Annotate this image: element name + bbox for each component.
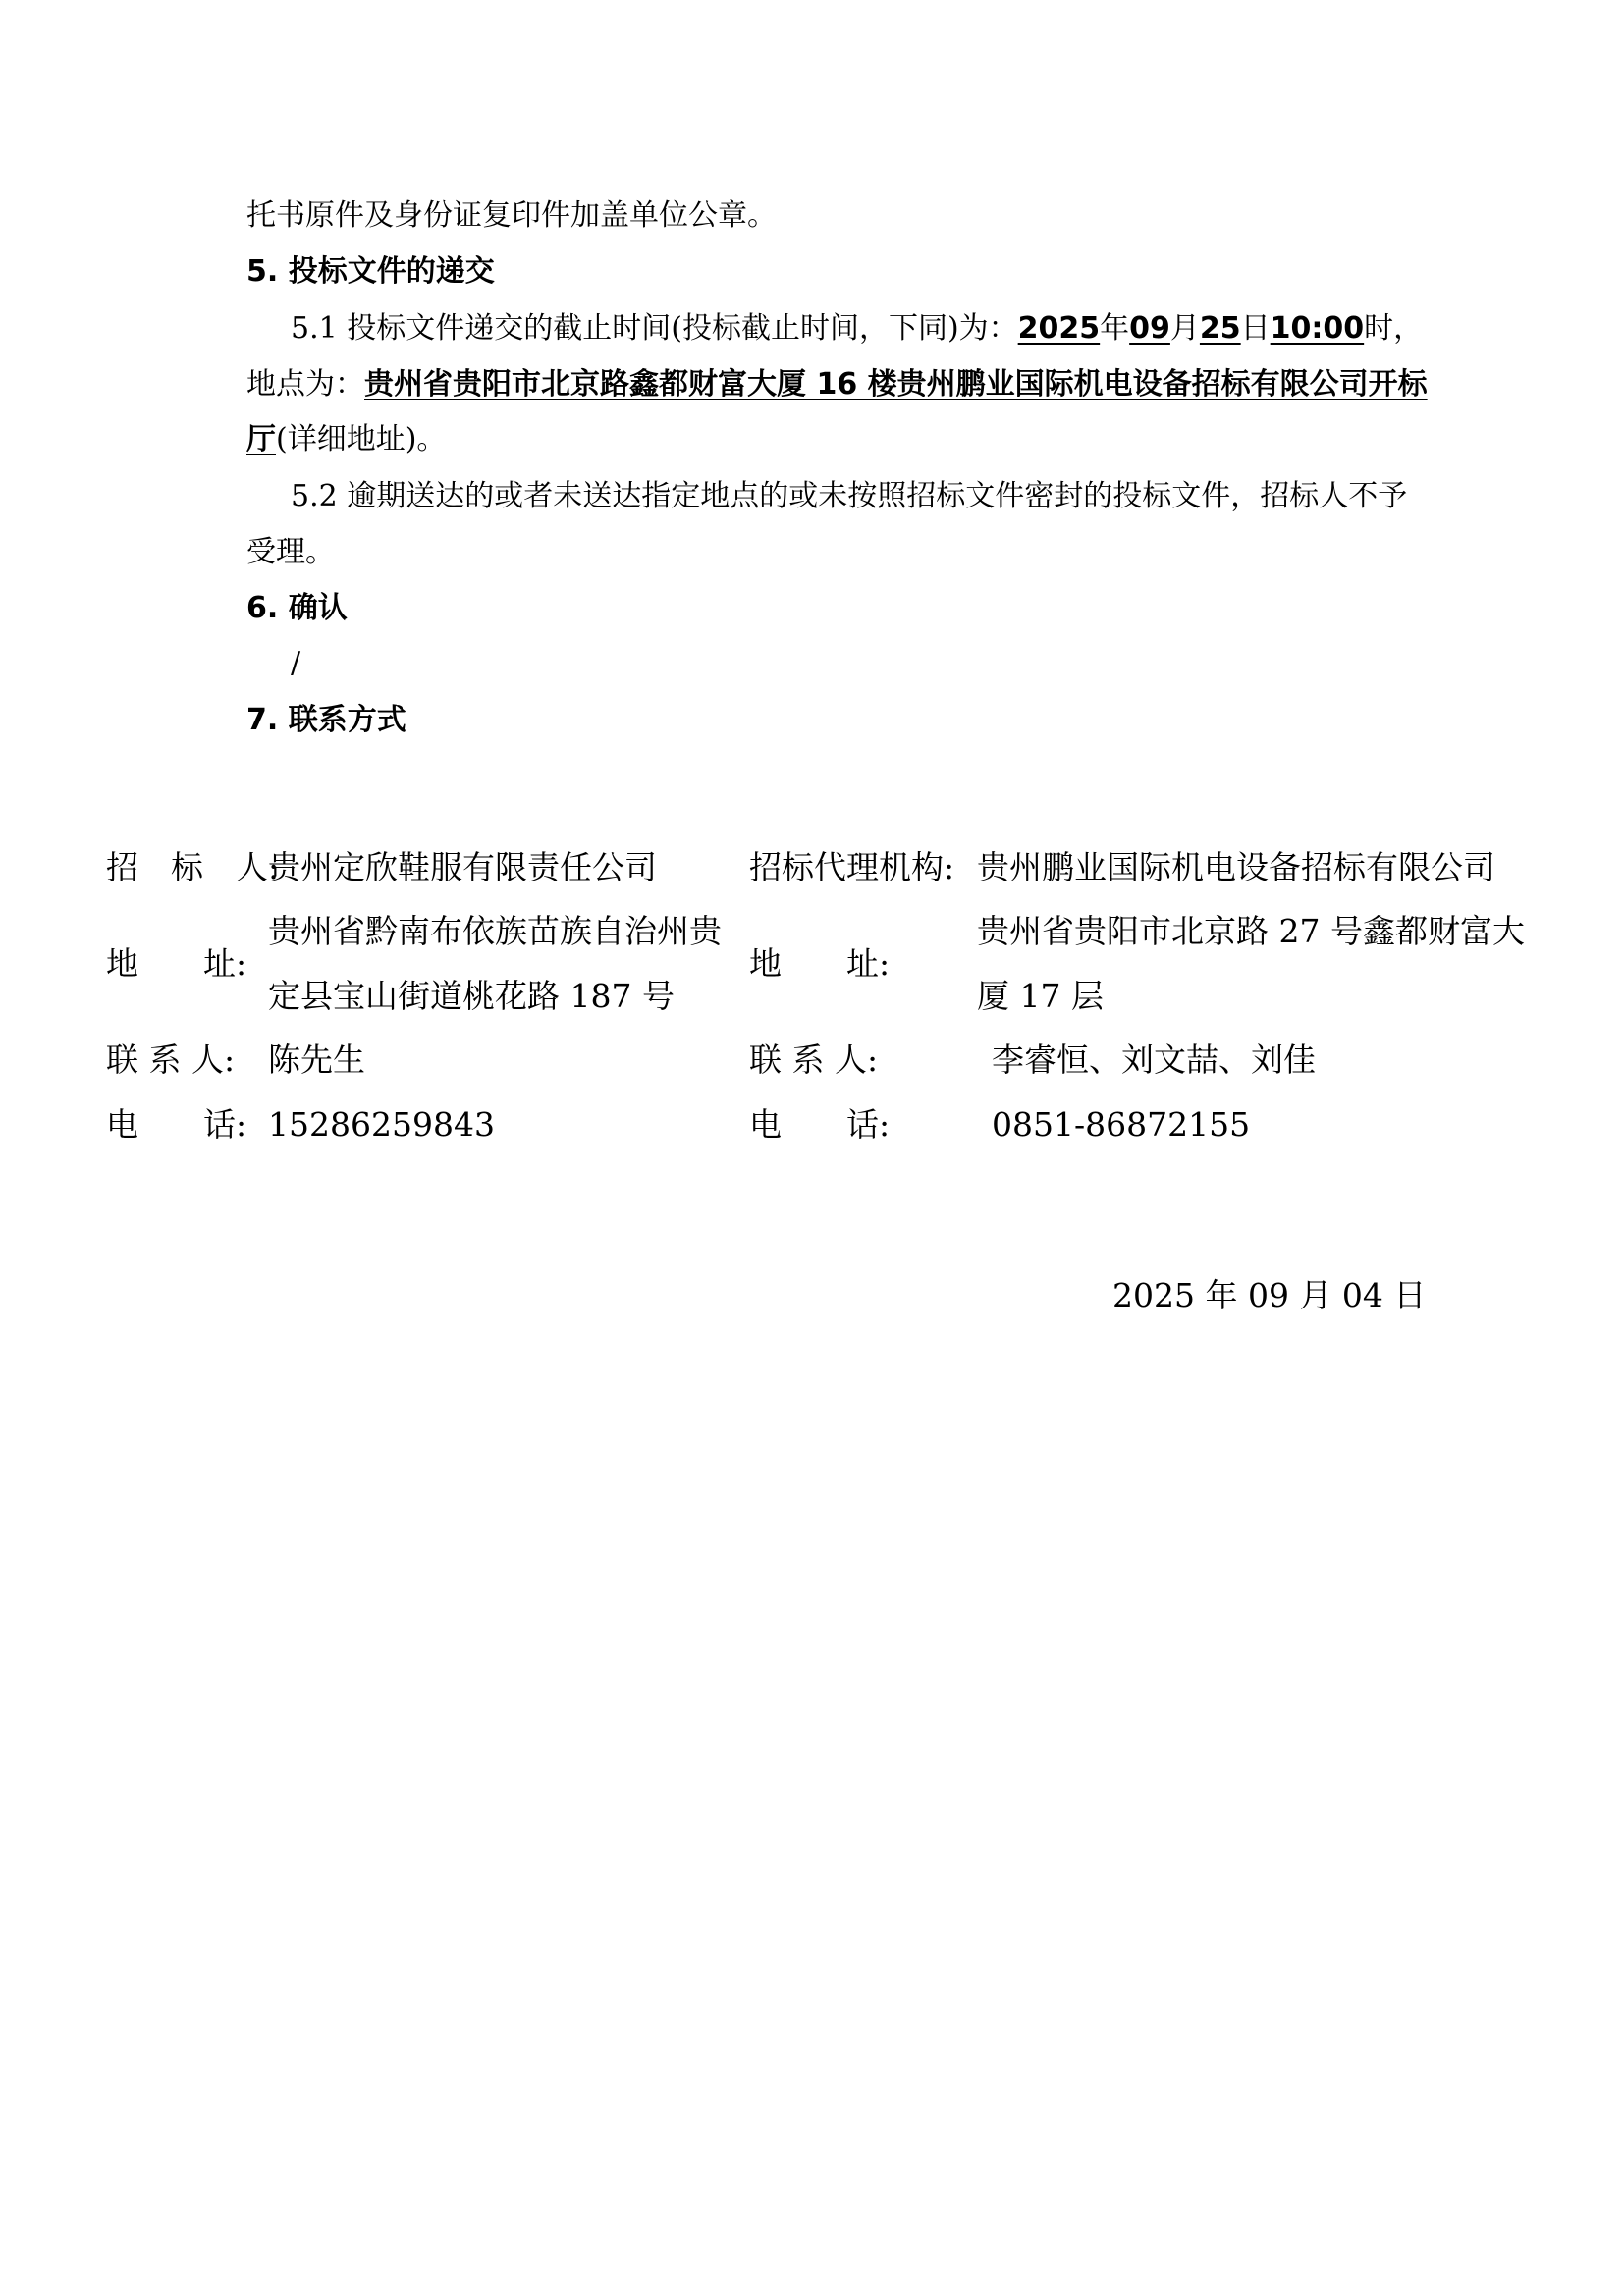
paragraph-5-2-line1: 5.2 逾期送达的或者未送达指定地点的或未按照招标文件密封的投标文件，招标人不予	[291, 479, 1408, 513]
right-contact-value: 李睿恒、刘文喆、刘佳	[992, 1041, 1316, 1079]
paragraph-5-1-prefix: 5.1 投标文件递交的截止时间(投标截止时间，下同)为：	[291, 311, 1018, 346]
left-contact-label: 联 系 人:	[106, 1041, 236, 1079]
left-address-label: 地 址:	[106, 944, 247, 983]
right-contact-label: 联 系 人:	[749, 1041, 879, 1079]
location-address: 贵州省贵阳市北京路鑫都财富大厦 16 楼贵州鹏业国际机电设备招标有限公司开标	[364, 367, 1428, 401]
paragraph-continuation: 托书原件及身份证复印件加盖单位公章。	[246, 198, 777, 233]
left-phone-value: 15286259843	[268, 1105, 495, 1144]
paragraph-5-2-line2: 受理。	[246, 535, 335, 569]
section-7-heading: 7. 联系方式	[246, 703, 406, 737]
document-date: 2025 年 09 月 04 日	[1112, 1276, 1427, 1314]
paragraph-5-1-line1	[291, 309, 1423, 348]
month-char: 月	[1169, 311, 1200, 346]
location-label: 地点为：	[246, 367, 364, 401]
right-address-label: 地 址:	[749, 944, 891, 983]
day-char: 日	[1240, 311, 1271, 346]
right-address-line1: 贵州省贵阳市北京路 27 号鑫都财富大	[977, 912, 1525, 950]
left-contact-value: 陈先生	[268, 1041, 365, 1079]
deadline-year: 2025	[1017, 311, 1101, 346]
left-address-line1: 贵州省黔南布依族苗族自治州贵	[268, 912, 722, 950]
agency-label: 招标代理机构:	[749, 848, 955, 886]
deadline-time: 10:00	[1270, 311, 1365, 346]
right-address-line2: 厦 17 层	[977, 977, 1104, 1015]
left-phone-label: 电 话:	[106, 1105, 247, 1144]
location-address-end: 厅	[246, 422, 276, 456]
tenderer-value: 贵州定欣鞋服有限责任公司	[268, 848, 657, 886]
time-char: 时，	[1364, 311, 1424, 346]
deadline-day: 25	[1199, 311, 1241, 346]
section-5-heading: 5. 投标文件的递交	[246, 254, 495, 289]
tenderer-label: 招 标 人:	[106, 848, 280, 886]
paragraph-5-1-line3	[246, 420, 446, 459]
location-suffix: (详细地址)。	[276, 422, 447, 456]
section-6-content: /	[291, 646, 301, 680]
left-address-line2: 定县宝山街道桃花路 187 号	[268, 977, 675, 1015]
right-phone-label: 电 话:	[749, 1105, 891, 1144]
section-6-heading: 6. 确认	[246, 591, 348, 625]
agency-value: 贵州鹏业国际机电设备招标有限公司	[977, 848, 1495, 886]
deadline-month: 09	[1129, 311, 1170, 346]
right-phone-value: 0851-86872155	[992, 1105, 1251, 1144]
year-char: 年	[1100, 311, 1130, 346]
paragraph-5-1-line2	[246, 365, 1428, 404]
